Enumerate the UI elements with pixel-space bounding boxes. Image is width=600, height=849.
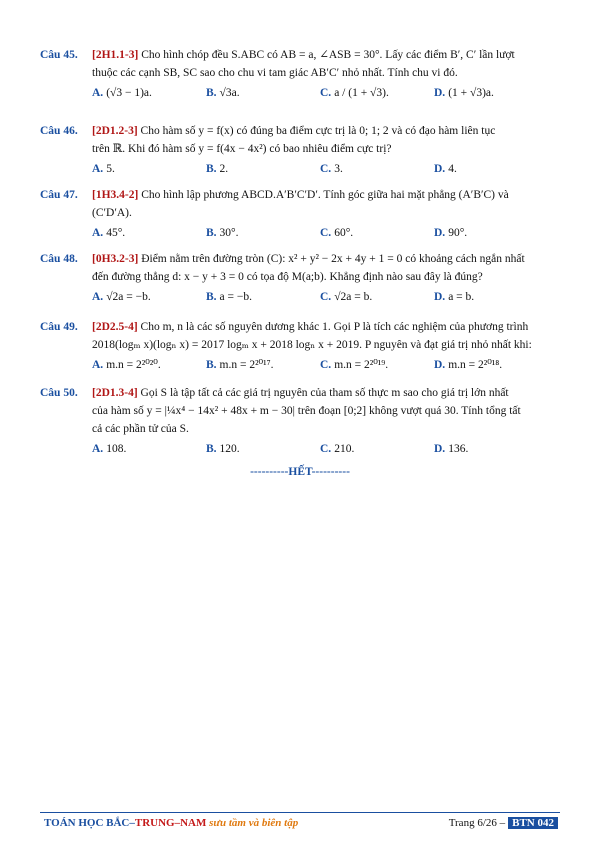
question-tag: [2H1.1-3] (92, 49, 139, 61)
option-text: m.n = 2²⁰¹⁷. (219, 359, 274, 371)
option-letter: A. (92, 443, 104, 455)
question-tag: [2D2.5-4] (92, 321, 138, 333)
question-46 (40, 122, 560, 178)
question-tag: [2D1.2-3] (92, 125, 138, 137)
answer-options (40, 288, 560, 306)
option-b[interactable] (206, 440, 320, 458)
option-c[interactable] (320, 356, 434, 374)
option-letter: D. (434, 291, 446, 303)
option-c[interactable] (320, 160, 434, 178)
option-c[interactable] (320, 224, 434, 242)
question-tag: [0H3.2-3] (92, 253, 139, 265)
answer-options (40, 356, 560, 374)
option-letter: D. (434, 227, 446, 239)
option-text: (√3 − 1)a. (106, 87, 152, 99)
question-47 (40, 186, 560, 242)
option-text: 5. (106, 163, 115, 175)
answer-options (40, 84, 560, 102)
option-b[interactable] (206, 160, 320, 178)
option-letter: D. (434, 163, 446, 175)
option-c[interactable] (320, 84, 434, 102)
option-letter: A. (92, 359, 104, 371)
option-letter: A. (92, 163, 104, 175)
option-letter: C. (320, 359, 332, 371)
option-letter: B. (206, 291, 217, 303)
question-number: Câu 49. (40, 321, 78, 333)
option-letter: D. (434, 87, 446, 99)
question-48 (40, 250, 560, 306)
option-text: 2. (219, 163, 229, 175)
option-letter: B. (206, 359, 217, 371)
option-d[interactable] (434, 160, 548, 178)
question-45 (40, 46, 560, 102)
question-number: Câu 45. (40, 49, 78, 61)
question-tag: [1H3.4-2] (92, 189, 139, 201)
option-letter: A. (92, 87, 104, 99)
option-text: √3a. (219, 87, 240, 99)
option-text: 136. (448, 443, 469, 455)
option-letter: C. (320, 87, 332, 99)
answer-options (40, 160, 560, 178)
option-text: 108. (106, 443, 127, 455)
question-stem-line2: 2018(logₘ x)(logₙ x) = 2017 logₘ x + 2018 logₙ x + 2019. P nguyên và đạt giá trị nhỏ nhất khi: (92, 339, 532, 351)
option-a[interactable] (92, 288, 206, 306)
end-marker: ----------HẾT---------- (250, 466, 350, 478)
option-letter: B. (206, 227, 217, 239)
option-text: √2a = b. (334, 291, 373, 303)
option-b[interactable] (206, 356, 320, 374)
option-text: 45°. (106, 227, 126, 239)
option-d[interactable] (434, 224, 548, 242)
option-a[interactable] (92, 84, 206, 102)
option-d[interactable] (434, 84, 548, 102)
question-stem: Cho m, n là các số nguyên dương khác 1. Gọi P là tích các nghiệm của phương trình (140, 321, 529, 333)
option-letter: B. (206, 163, 217, 175)
option-text: 210. (334, 443, 355, 455)
question-stem: Cho hàm số y = f(x) có đúng ba điểm cực trị là 0; 1; 2 và có đạo hàm liên tục (140, 125, 496, 137)
question-50 (40, 384, 560, 458)
footer-brand (44, 817, 298, 829)
option-text: a / (1 + √3). (334, 87, 389, 99)
answer-options (40, 440, 560, 458)
footer-page-info (449, 817, 558, 829)
option-text: (1 + √3)a. (448, 87, 494, 99)
option-text: m.n = 2²⁰¹⁹. (334, 359, 389, 371)
option-letter: C. (320, 291, 332, 303)
footer-divider (40, 812, 560, 813)
option-letter: C. (320, 227, 332, 239)
option-letter: B. (206, 87, 217, 99)
footer-brand-part3: sưu tầm và biên tập (206, 817, 299, 829)
option-d[interactable] (434, 356, 548, 374)
option-text: 90°. (448, 227, 468, 239)
option-letter: B. (206, 443, 217, 455)
option-d[interactable] (434, 440, 548, 458)
option-d[interactable] (434, 288, 548, 306)
question-stem-line2: thuộc các cạnh SB, SC sao cho chu vi tam giác AB′C′ nhỏ nhất. Tính chu vi đó. (92, 67, 458, 79)
question-stem: Cho hình chóp đều S.ABC có AB = a, ∠ASB = 30°. Lấy các điểm B′, C′ lần lượt (141, 49, 515, 61)
option-c[interactable] (320, 440, 434, 458)
option-letter: C. (320, 163, 332, 175)
option-a[interactable] (92, 440, 206, 458)
question-number: Câu 48. (40, 253, 78, 265)
option-text: 60°. (334, 227, 354, 239)
question-number: Câu 50. (40, 387, 78, 399)
option-letter: D. (434, 443, 446, 455)
page-number: Trang 6/26 – (448, 817, 506, 829)
question-number: Câu 46. (40, 125, 78, 137)
option-a[interactable] (92, 224, 206, 242)
option-letter: A. (92, 227, 104, 239)
option-text: 120. (219, 443, 240, 455)
question-stem: Điểm nằm trên đường tròn (C): x² + y² − 2x + 4y + 1 = 0 có khoảng cách ngắn nhất (141, 253, 525, 265)
option-letter: D. (434, 359, 446, 371)
document-code-badge: BTN 042 (508, 817, 558, 829)
option-c[interactable] (320, 288, 434, 306)
question-stem: Cho hình lập phương ABCD.A′B′C′D′. Tính góc giữa hai mặt phẳng (A′B′C) và (141, 189, 509, 201)
question-tag: [2D1.3-4] (92, 387, 138, 399)
footer-brand-part2: TRUNG–NAM (134, 817, 207, 829)
option-a[interactable] (92, 160, 206, 178)
question-stem-line2: trên ℝ. Khi đó hàm số y = f(4x − 4x²) có bao nhiêu điểm cực trị? (92, 143, 392, 155)
option-text: √2a = −b. (106, 291, 151, 303)
option-text: 3. (334, 163, 343, 175)
footer-brand-part1: TOÁN HỌC BẮC– (44, 817, 135, 829)
option-a[interactable] (92, 356, 206, 374)
option-letter: C. (320, 443, 332, 455)
question-number: Câu 47. (40, 189, 78, 201)
option-text: a = −b. (219, 291, 252, 303)
option-b[interactable] (206, 224, 320, 242)
question-stem-line2: đến đường thẳng d: x − y + 3 = 0 có tọa độ M(a;b). Khẳng định nào sau đây là đúng? (92, 271, 483, 283)
option-text: m.n = 2²⁰¹⁸. (448, 359, 503, 371)
question-stem-line2: của hàm số y = |¼x⁴ − 14x² + 48x + m − 30| trên đoạn [0;2] không vượt quá 30. Tính tổng tất (92, 405, 521, 417)
option-b[interactable] (206, 288, 320, 306)
answer-options (40, 224, 560, 242)
option-text: 30°. (219, 227, 239, 239)
question-49 (40, 318, 560, 374)
option-text: m.n = 2²⁰²⁰. (106, 359, 161, 371)
option-text: 4. (448, 163, 457, 175)
option-text: a = b. (448, 291, 475, 303)
question-stem-line2: (C′D′A). (92, 207, 132, 219)
question-stem: Gọi S là tập tất cả các giá trị nguyên của tham số thực m sao cho giá trị lớn nhất (140, 387, 509, 399)
option-letter: A. (92, 291, 104, 303)
question-stem-line3: cả các phần tử của S. (92, 423, 189, 435)
option-b[interactable] (206, 84, 320, 102)
